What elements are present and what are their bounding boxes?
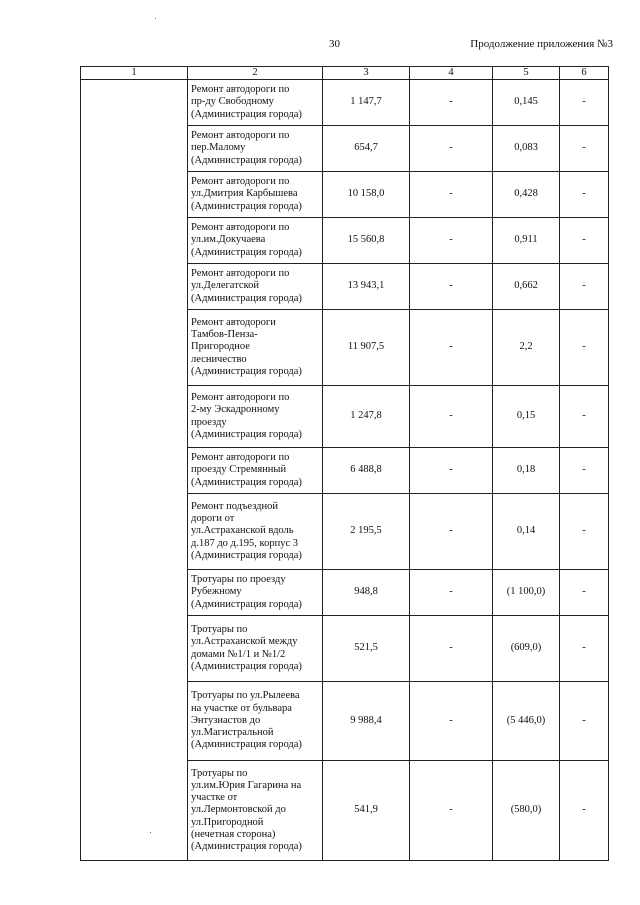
description-line: Энтузиастов до [191,714,261,726]
column-4-cell [410,616,493,682]
item-description-cell [188,761,323,861]
description-line: Тамбов-Пенза- [191,329,258,341]
description-line: Тротуары по проезду [191,574,286,586]
description-line: ул.Делегатской [191,280,260,292]
length-cell-value: (1 100,0) [506,586,546,598]
column-6-cell-value: - [582,234,586,246]
column-6-cell-value: - [582,642,586,654]
column-number: 6 [560,67,609,80]
column-4-cell [410,264,493,310]
column-4-cell-value: - [449,804,453,816]
description-line: ул.Магистральной [191,727,274,739]
column-4-cell [410,80,493,126]
column-6-cell-value: - [582,714,586,726]
column-6-cell [560,264,609,310]
amount-cell-value: 6 488,8 [350,464,382,476]
budget-table [80,66,609,861]
description-line: лесничество [191,353,247,365]
amount-cell-value: 654,7 [354,142,378,154]
description-line: Тротуары по [191,767,248,779]
column-6-cell [560,386,609,448]
length-cell-value: 0,145 [514,96,538,108]
description-line: на участке от бульвара [191,702,292,714]
column-number-row [81,67,609,80]
column-4-cell [410,570,493,616]
item-description-cell [188,570,323,616]
column-6-cell [560,172,609,218]
column-6-cell [560,126,609,172]
column-4-cell [410,126,493,172]
column-6-cell [560,494,609,570]
column-4-cell-value: - [449,464,453,476]
amount-cell-value: 521,5 [354,642,378,654]
column-6-cell [560,682,609,761]
length-cell-value: 0,083 [514,142,538,154]
description-line: (Администрация города) [191,108,302,120]
description-line: (Администрация города) [191,598,302,610]
description-line: Тротуары по ул.Рылеева [191,690,300,702]
column-6-cell [560,761,609,861]
amount-cell-value: 15 560,8 [347,234,385,246]
description-line: домами №1/1 и №1/2 [191,648,286,660]
column-4-cell-value: - [449,714,453,726]
column-6-cell [560,448,609,494]
column-4-cell [410,448,493,494]
column-number: 2 [188,67,323,80]
table-row [81,80,609,126]
amount-cell [323,172,410,218]
column-4-cell-value: - [449,586,453,598]
length-cell [493,682,560,761]
amount-cell-value: 13 943,1 [347,280,385,292]
description-line: Ремонт автодороги [191,316,276,328]
column-number: 3 [323,67,410,80]
column-6-cell [560,80,609,126]
description-line: Ремонт автодороги по [191,392,290,404]
description-line: ул.Лермонтовской до [191,804,286,816]
column-6-cell-value: - [582,280,586,292]
column-6-cell-value: - [582,464,586,476]
column-4-cell-value: - [449,642,453,654]
column-6-cell [560,616,609,682]
amount-cell [323,761,410,861]
column-4-cell-value: - [449,410,453,422]
amount-cell-value: 11 907,5 [347,341,385,353]
column-4-cell [410,761,493,861]
length-cell-value: (609,0) [510,642,542,654]
item-description-cell [188,264,323,310]
description-line: (Администрация города) [191,154,302,166]
column-6-cell-value: - [582,341,586,353]
description-line: Пригородное [191,341,250,353]
column-4-cell-value: - [449,234,453,246]
column-4-cell [410,494,493,570]
description-line: (Администрация города) [191,246,302,258]
item-description-cell [188,616,323,682]
column-4-cell-value: - [449,280,453,292]
column-4-cell-value: - [449,188,453,200]
description-line: Ремонт автодороги по [191,84,290,96]
item-description-cell [188,126,323,172]
length-cell-value: 0,15 [516,410,536,422]
column-4-cell [410,386,493,448]
length-cell [493,761,560,861]
column-number: 1 [81,67,188,80]
length-cell-value: (5 446,0) [506,714,546,726]
description-line: ул.Дмитрия Карбышева [191,188,298,200]
length-cell [493,570,560,616]
description-line: Тротуары по [191,624,248,636]
description-line: ул.Пригородной [191,816,264,828]
amount-cell [323,386,410,448]
amount-cell [323,570,410,616]
length-cell [493,448,560,494]
length-cell [493,616,560,682]
amount-cell [323,310,410,386]
amount-cell-value: 10 158,0 [347,188,385,200]
description-line: (Администрация города) [191,365,302,377]
column-4-cell-value: - [449,525,453,537]
column-number: 5 [493,67,560,80]
column-4-cell-value: - [449,96,453,108]
length-cell [493,126,560,172]
description-line: Ремонт автодороги по [191,176,290,188]
description-line: пр-ду Свободному [191,96,274,108]
length-cell-value: (580,0) [510,804,542,816]
amount-cell-value: 1 247,8 [350,410,382,422]
column-1-cell [81,80,188,861]
amount-cell [323,616,410,682]
amount-cell-value: 9 988,4 [350,714,382,726]
page-number: 30 [329,38,340,50]
length-cell [493,310,560,386]
item-description-cell [188,80,323,126]
item-description-cell [188,172,323,218]
description-line: ул.им.Докучаева [191,234,266,246]
description-line: (нечетная сторона) [191,828,276,840]
description-line: (Администрация города) [191,549,302,561]
length-cell [493,494,560,570]
amount-cell [323,494,410,570]
description-line: (Администрация города) [191,292,302,304]
length-cell-value: 0,14 [516,525,536,537]
amount-cell-value: 948,8 [354,586,378,598]
length-cell [493,218,560,264]
amount-cell-value: 541,9 [354,804,378,816]
description-line: участке от [191,792,238,804]
column-4-cell-value: - [449,142,453,154]
column-4-cell [410,172,493,218]
description-line: ул.Астраханской между [191,636,298,648]
length-cell-value: 0,662 [514,280,538,292]
description-line: (Администрация города) [191,660,302,672]
description-line: проезду Стремянный [191,464,287,476]
item-description-cell [188,386,323,448]
description-line: Ремонт подъездной [191,500,279,512]
description-line: ул.им.Юрия Гагарина на [191,779,302,791]
description-line: пер.Малому [191,142,246,154]
amount-cell-value: 1 147,7 [350,96,382,108]
description-line: Ремонт автодороги по [191,452,290,464]
column-4-cell [410,682,493,761]
column-4-cell [410,310,493,386]
amount-cell [323,448,410,494]
item-description-cell [188,682,323,761]
amount-cell [323,682,410,761]
length-cell [493,172,560,218]
description-line: д.187 до д.195, корпус 3 [191,537,298,549]
amount-cell [323,264,410,310]
item-description-cell [188,448,323,494]
item-description-cell [188,310,323,386]
column-4-cell [410,218,493,264]
description-line: Рубежному [191,586,242,598]
item-description-cell [188,494,323,570]
length-cell [493,264,560,310]
description-line: ул.Астраханской вдоль [191,525,294,537]
column-6-cell-value: - [582,142,586,154]
column-6-cell [560,218,609,264]
description-line: проезду [191,416,227,428]
description-line: (Администрация города) [191,428,302,440]
column-number: 4 [410,67,493,80]
description-line: (Администрация города) [191,200,302,212]
amount-cell [323,218,410,264]
item-description-cell [188,218,323,264]
description-line: (Администрация города) [191,739,302,751]
column-6-cell-value: - [582,96,586,108]
column-6-cell [560,570,609,616]
column-6-cell [560,310,609,386]
length-cell-value: 2,2 [519,341,533,353]
column-6-cell-value: - [582,586,586,598]
description-line: Ремонт автодороги по [191,222,290,234]
column-6-cell-value: - [582,410,586,422]
column-4-cell-value: - [449,341,453,353]
description-line: дороги от [191,513,235,525]
length-cell [493,386,560,448]
description-line: Ремонт автодороги по [191,268,290,280]
description-line: (Администрация города) [191,841,302,852]
continuation-label: Продолжение приложения №3 [470,38,613,50]
scan-speck [155,18,156,19]
length-cell-value: 0,428 [514,188,538,200]
length-cell-value: 0,911 [514,234,538,246]
description-line: (Администрация города) [191,476,302,488]
column-6-cell-value: - [582,188,586,200]
amount-cell-value: 2 195,5 [350,525,382,537]
description-line: Ремонт автодороги по [191,130,290,142]
length-cell-value: 0,18 [516,464,536,476]
amount-cell [323,126,410,172]
description-line: 2-му Эскадронному [191,404,280,416]
amount-cell [323,80,410,126]
column-6-cell-value: - [582,804,586,816]
length-cell [493,80,560,126]
column-6-cell-value: - [582,525,586,537]
